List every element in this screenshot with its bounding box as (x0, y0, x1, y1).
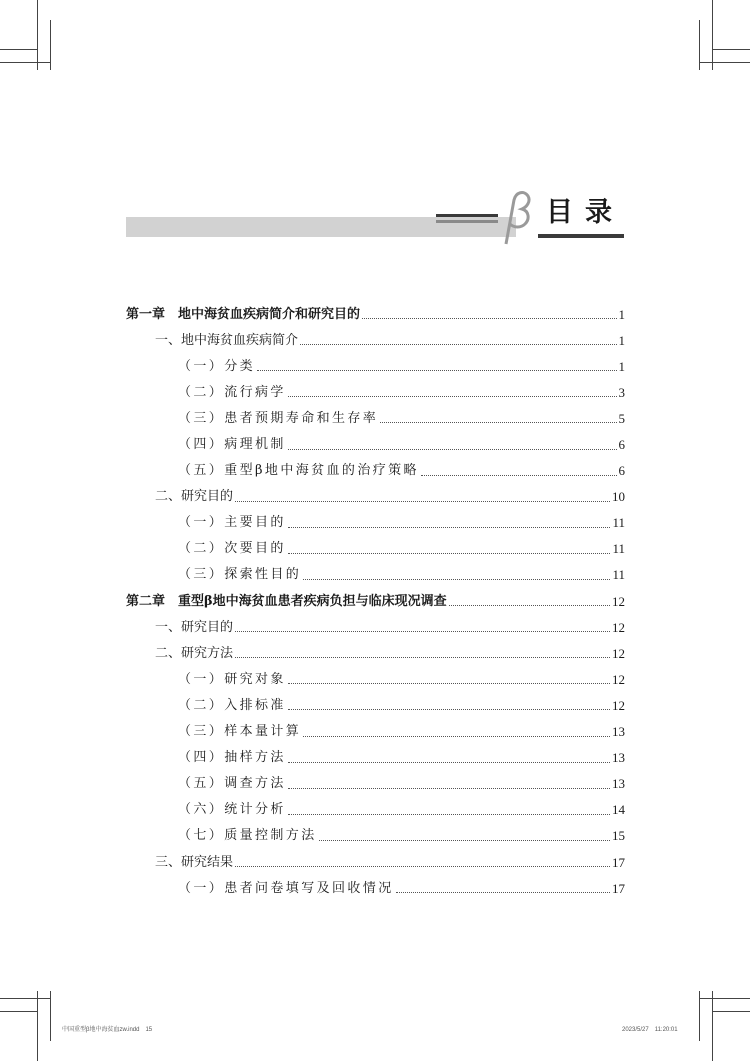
toc-entry-page: 15 (612, 828, 625, 844)
toc-entry-page: 13 (612, 776, 625, 792)
toc-entry-page: 1 (618, 306, 625, 322)
toc-entry-page: 1 (618, 358, 625, 374)
dot-leader (288, 787, 610, 789)
toc-entry-page: 12 (612, 697, 625, 713)
dot-leader (300, 343, 616, 345)
toc-entry[interactable] (126, 771, 625, 797)
toc-entry-label: （四）抽样方法 (178, 750, 286, 766)
toc-entry[interactable] (126, 353, 625, 379)
toc-entry-label: （一）分类 (178, 358, 256, 374)
dot-leader (421, 474, 617, 476)
toc-entry[interactable] (126, 692, 625, 718)
toc-entry-page: 10 (612, 489, 625, 505)
toc-entry[interactable] (126, 562, 625, 588)
toc-entry-label: 二、研究方法 (155, 645, 234, 661)
toc-entry[interactable] (126, 327, 625, 353)
dot-leader (288, 552, 611, 554)
toc-entry[interactable] (126, 510, 625, 536)
toc-entry[interactable] (126, 484, 625, 510)
toc-entry-page: 11 (612, 567, 625, 583)
toc-entry-page: 17 (612, 854, 625, 870)
toc-entry[interactable] (126, 588, 625, 614)
dot-leader (288, 813, 610, 815)
dot-leader (288, 448, 617, 450)
toc-entry[interactable] (126, 614, 625, 640)
toc-entry-page: 11 (612, 515, 625, 531)
toc-entry-label: （一）研究对象 (178, 671, 286, 687)
toc-entry-page: 11 (612, 541, 625, 557)
toc-entry-page: 6 (618, 463, 625, 479)
toc-entry-label: （一）主要目的 (178, 515, 286, 531)
toc-entry-label: （二）入排标准 (178, 697, 286, 713)
toc-entry-label: （五）调查方法 (178, 776, 286, 792)
toc-entry-page: 13 (612, 724, 625, 740)
toc-entry[interactable] (126, 875, 625, 901)
table-of-contents (126, 301, 625, 901)
toc-entry-page: 5 (618, 410, 625, 426)
footer-filename: 中国重型β地中海贫血zw.indd 15 (62, 1027, 153, 1033)
toc-entry[interactable] (126, 849, 625, 875)
toc-entry-page: 12 (612, 593, 625, 609)
dot-leader (235, 500, 610, 502)
dot-leader (235, 865, 610, 867)
toc-entry[interactable] (126, 431, 625, 457)
toc-entry-page: 1 (618, 332, 625, 348)
dot-leader (288, 761, 610, 763)
toc-entry-page: 12 (612, 671, 625, 687)
toc-entry-page: 14 (612, 802, 625, 818)
footer-timestamp: 2023/5/27 11:20:01 (622, 1027, 678, 1033)
toc-entry-page: 17 (612, 880, 625, 896)
dot-leader (288, 395, 617, 397)
toc-entry[interactable] (126, 405, 625, 431)
dot-leader (257, 369, 616, 371)
toc-entry-label: （二）次要目的 (178, 541, 286, 557)
toc-entry-label: （三）患者预期寿命和生存率 (178, 410, 379, 426)
toc-entry[interactable] (126, 640, 625, 666)
dot-leader (235, 656, 610, 658)
toc-entry-page: 3 (618, 384, 625, 400)
header-accent-bar (538, 234, 624, 238)
toc-entry-label: 二、研究目的 (155, 489, 234, 505)
toc-entry-label: 第二章 重型β地中海贫血患者疾病负担与临床现况调查 (126, 593, 447, 609)
toc-entry-page: 13 (612, 750, 625, 766)
toc-entry[interactable] (126, 719, 625, 745)
dot-leader (396, 891, 610, 893)
toc-entry[interactable] (126, 536, 625, 562)
dot-leader (380, 421, 616, 423)
dot-leader (303, 735, 610, 737)
toc-entry[interactable] (126, 666, 625, 692)
toc-entry[interactable] (126, 745, 625, 771)
dot-leader (288, 708, 610, 710)
dot-leader (288, 526, 611, 528)
dot-leader (288, 682, 610, 684)
beta-logo-icon (436, 186, 532, 246)
toc-entry[interactable] (126, 458, 625, 484)
toc-entry-page: 6 (618, 437, 625, 453)
dot-leader (319, 839, 610, 841)
toc-entry-page: 12 (612, 619, 625, 635)
toc-entry-label: （三）探索性目的 (178, 567, 302, 583)
toc-entry-label: （三）样本量计算 (178, 724, 302, 740)
toc-entry-label: （六）统计分析 (178, 802, 286, 818)
toc-entry-label: 一、地中海贫血疾病简介 (155, 332, 299, 348)
toc-entry-label: （二）流行病学 (178, 384, 286, 400)
toc-entry-label: 第一章 地中海贫血疾病简介和研究目的 (126, 306, 361, 322)
dot-leader (303, 578, 610, 580)
toc-entry[interactable] (126, 797, 625, 823)
toc-entry-page: 12 (612, 645, 625, 661)
toc-entry-label: （七）质量控制方法 (178, 828, 317, 844)
toc-entry-label: （一）患者问卷填写及回收情况 (178, 880, 394, 896)
dot-leader (362, 317, 616, 319)
toc-entry[interactable] (126, 823, 625, 849)
toc-entry-label: （四）病理机制 (178, 437, 286, 453)
toc-entry-label: 一、研究目的 (155, 619, 234, 635)
toc-entry-label: 三、研究结果 (155, 854, 234, 870)
toc-entry[interactable] (126, 379, 625, 405)
dot-leader (235, 630, 610, 632)
toc-entry-label: （五）重型β地中海贫血的治疗策略 (178, 463, 419, 479)
page-title: 目录 (546, 197, 624, 228)
toc-entry[interactable] (126, 301, 625, 327)
dot-leader (449, 604, 610, 606)
